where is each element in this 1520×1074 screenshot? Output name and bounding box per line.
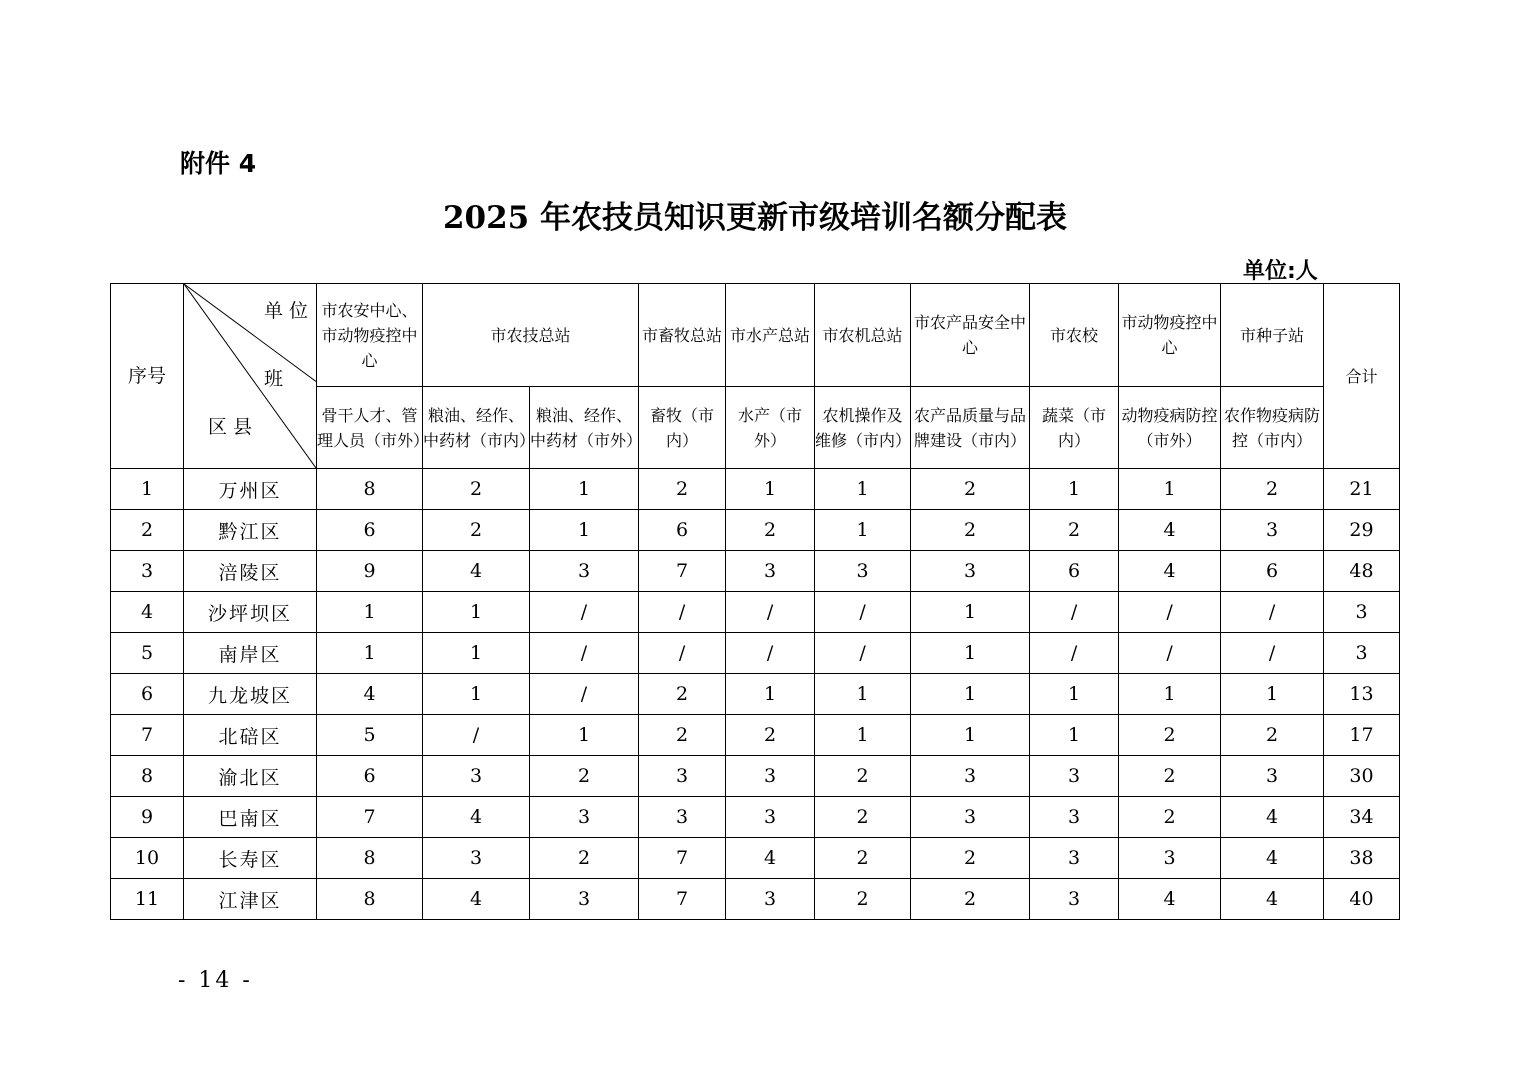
table-row [111,469,1400,510]
quota-cell: 1 [530,510,639,551]
total-cell: 29 [1324,510,1400,551]
total-header: 合计 [1324,284,1400,469]
document-title: 2025 年农技员知识更新市级培训名额分配表 [442,200,1068,236]
quota-cell: 3 [1221,510,1324,551]
total-cell: 17 [1324,715,1400,756]
quota-cell: 2 [423,469,530,510]
seq-cell: 9 [111,797,184,838]
unit-header: 市畜牧总站 [639,284,726,387]
total-cell: 3 [1324,633,1400,674]
unit-header: 市农安中心、市动物疫控中心 [317,284,423,387]
table-row [111,551,1400,592]
quota-cell: 6 [639,510,726,551]
quota-cell: 3 [911,551,1030,592]
quota-cell: 2 [639,715,726,756]
quota-cell: 2 [1119,715,1221,756]
table-row [111,674,1400,715]
quota-cell: / [815,633,911,674]
quota-cell: 3 [726,879,815,920]
table-row [111,633,1400,674]
class-header: 粮油、经作、中药材（市外） [530,387,639,469]
unit-header: 市农机总站 [815,284,911,387]
quota-cell: 6 [1221,551,1324,592]
quota-cell: 1 [1119,469,1221,510]
quota-cell: 1 [815,715,911,756]
total-cell: 13 [1324,674,1400,715]
quota-cell: 1 [530,469,639,510]
quota-cell: 3 [1030,797,1119,838]
quota-cell: 3 [911,756,1030,797]
county-cell: 南岸区 [184,633,317,674]
class-header: 农机操作及维修（市内） [815,387,911,469]
table-body [111,469,1400,920]
seq-cell: 10 [111,838,184,879]
quota-cell: 2 [911,510,1030,551]
quota-cell: 3 [530,797,639,838]
quota-cell: 5 [317,715,423,756]
unit-header: 市水产总站 [726,284,815,387]
seq-cell: 11 [111,879,184,920]
class-header: 农产品质量与品牌建设（市内） [911,387,1030,469]
class-header: 蔬菜（市内） [1030,387,1119,469]
county-cell: 巴南区 [184,797,317,838]
quota-cell: 1 [815,674,911,715]
quota-cell: 3 [726,756,815,797]
quota-cell: 2 [911,838,1030,879]
quota-cell: 1 [1221,674,1324,715]
quota-cell: 1 [1030,715,1119,756]
table-row [111,510,1400,551]
quota-cell: / [530,592,639,633]
quota-cell: 1 [1030,469,1119,510]
quota-cell: 3 [726,551,815,592]
diag-unit-label: 单 位 [263,300,308,322]
seq-cell: 2 [111,510,184,551]
quota-cell: 1 [815,510,911,551]
quota-cell: 2 [1221,715,1324,756]
quota-cell: / [1030,592,1119,633]
quota-cell: 4 [1119,879,1221,920]
quota-cell: 4 [1221,797,1324,838]
total-cell: 40 [1324,879,1400,920]
page-number: - 14 - [178,968,253,993]
quota-cell: 3 [423,756,530,797]
diag-county-label: 区 县 [208,416,253,438]
quota-cell: / [1221,592,1324,633]
quota-cell: 2 [1119,756,1221,797]
quota-cell: 4 [1221,838,1324,879]
quota-cell: / [1119,592,1221,633]
quota-cell: 1 [423,674,530,715]
class-header: 水产（市外） [726,387,815,469]
class-header: 动物疫病防控（市外） [1119,387,1221,469]
table-row [111,756,1400,797]
quota-cell: 2 [530,756,639,797]
class-header: 畜牧（市内） [639,387,726,469]
quota-cell: 6 [317,510,423,551]
total-cell: 3 [1324,592,1400,633]
quota-cell: 7 [317,797,423,838]
county-cell: 涪陵区 [184,551,317,592]
quota-cell: 2 [1221,469,1324,510]
quota-cell: 6 [1030,551,1119,592]
total-cell: 21 [1324,469,1400,510]
county-cell: 沙坪坝区 [184,592,317,633]
quota-cell: / [726,592,815,633]
quota-cell: 3 [639,756,726,797]
quota-cell: / [639,592,726,633]
total-cell: 34 [1324,797,1400,838]
quota-cell: 8 [317,469,423,510]
quota-cell: 3 [639,797,726,838]
quota-cell: 1 [1119,674,1221,715]
class-header: 骨干人才、管理人员（市外） [317,387,423,469]
quota-cell: 3 [530,551,639,592]
quota-cell: 1 [317,592,423,633]
quota-cell: 2 [815,879,911,920]
quota-cell: 8 [317,879,423,920]
quota-cell: / [530,674,639,715]
quota-cell: / [1119,633,1221,674]
quota-cell: 6 [317,756,423,797]
quota-cell: 3 [1030,838,1119,879]
quota-cell: 3 [1030,879,1119,920]
county-cell: 渝北区 [184,756,317,797]
quota-cell: 3 [530,879,639,920]
quota-cell: 1 [726,674,815,715]
quota-cell: 1 [423,633,530,674]
unit-header: 市农校 [1030,284,1119,387]
table-row [111,879,1400,920]
quota-cell: 2 [423,510,530,551]
total-cell: 38 [1324,838,1400,879]
quota-cell: 2 [530,838,639,879]
quota-cell: / [530,633,639,674]
seq-cell: 3 [111,551,184,592]
county-cell: 万州区 [184,469,317,510]
class-header: 粮油、经作、中药材（市内） [423,387,530,469]
quota-cell: 4 [726,838,815,879]
quota-cell: 1 [530,715,639,756]
unit-header: 市动物疫控中心 [1119,284,1221,387]
quota-cell: 4 [1119,551,1221,592]
quota-cell: 1 [911,674,1030,715]
table-row [111,797,1400,838]
quota-cell: 3 [726,797,815,838]
quota-cell: 4 [423,797,530,838]
table-row [111,715,1400,756]
county-cell: 北碚区 [184,715,317,756]
seq-cell: 4 [111,592,184,633]
quota-cell: / [1221,633,1324,674]
quota-cell: 9 [317,551,423,592]
quota-cell: 4 [1221,879,1324,920]
county-cell: 江津区 [184,879,317,920]
table-row [111,592,1400,633]
quota-cell: 2 [911,879,1030,920]
county-cell: 黔江区 [184,510,317,551]
quota-cell: 8 [317,838,423,879]
quota-cell: 1 [911,715,1030,756]
quota-cell: 2 [639,469,726,510]
quota-cell: 7 [639,879,726,920]
quota-cell: / [423,715,530,756]
attachment-label: 附件 4 [180,149,257,178]
quota-cell: 2 [815,756,911,797]
quota-cell: 1 [911,592,1030,633]
quota-cell: 3 [1221,756,1324,797]
quota-cell: 1 [726,469,815,510]
quota-cell: 4 [423,551,530,592]
total-cell: 48 [1324,551,1400,592]
table-row [111,838,1400,879]
quota-cell: 1 [815,469,911,510]
quota-cell: / [639,633,726,674]
quota-cell: 3 [1119,838,1221,879]
quota-cell: 2 [1030,510,1119,551]
quota-cell: 2 [726,510,815,551]
quota-cell: 1 [317,633,423,674]
quota-cell: 2 [815,838,911,879]
quota-cell: / [815,592,911,633]
quota-cell: / [1030,633,1119,674]
quota-cell: 4 [423,879,530,920]
total-cell: 30 [1324,756,1400,797]
header-row-units [111,284,1400,387]
county-cell: 长寿区 [184,838,317,879]
seq-cell: 7 [111,715,184,756]
diag-class-label: 班 [264,368,284,390]
quota-cell: 3 [911,797,1030,838]
unit-header: 市农技总站 [423,284,639,387]
quota-cell: 3 [1030,756,1119,797]
unit-note: 单位:人 [1243,259,1318,284]
diagonal-header [184,284,317,469]
quota-cell: 2 [639,674,726,715]
unit-header: 市种子站 [1221,284,1324,387]
quota-cell: 3 [423,838,530,879]
quota-cell: 1 [1030,674,1119,715]
seq-cell: 1 [111,469,184,510]
quota-cell: 2 [1119,797,1221,838]
seq-cell: 6 [111,674,184,715]
quota-cell: 4 [1119,510,1221,551]
quota-cell: 7 [639,551,726,592]
quota-cell: 3 [815,551,911,592]
class-header: 农作物疫病防控（市内） [1221,387,1324,469]
quota-cell: 7 [639,838,726,879]
seq-cell: 5 [111,633,184,674]
county-cell: 九龙坡区 [184,674,317,715]
seq-cell: 8 [111,756,184,797]
quota-cell: 1 [423,592,530,633]
quota-cell: 1 [911,633,1030,674]
quota-cell: 2 [815,797,911,838]
allocation-table [110,283,1400,920]
quota-cell: 2 [726,715,815,756]
quota-cell: / [726,633,815,674]
unit-header: 市农产品安全中心 [911,284,1030,387]
seq-header: 序号 [111,284,184,469]
quota-cell: 2 [911,469,1030,510]
quota-cell: 4 [317,674,423,715]
